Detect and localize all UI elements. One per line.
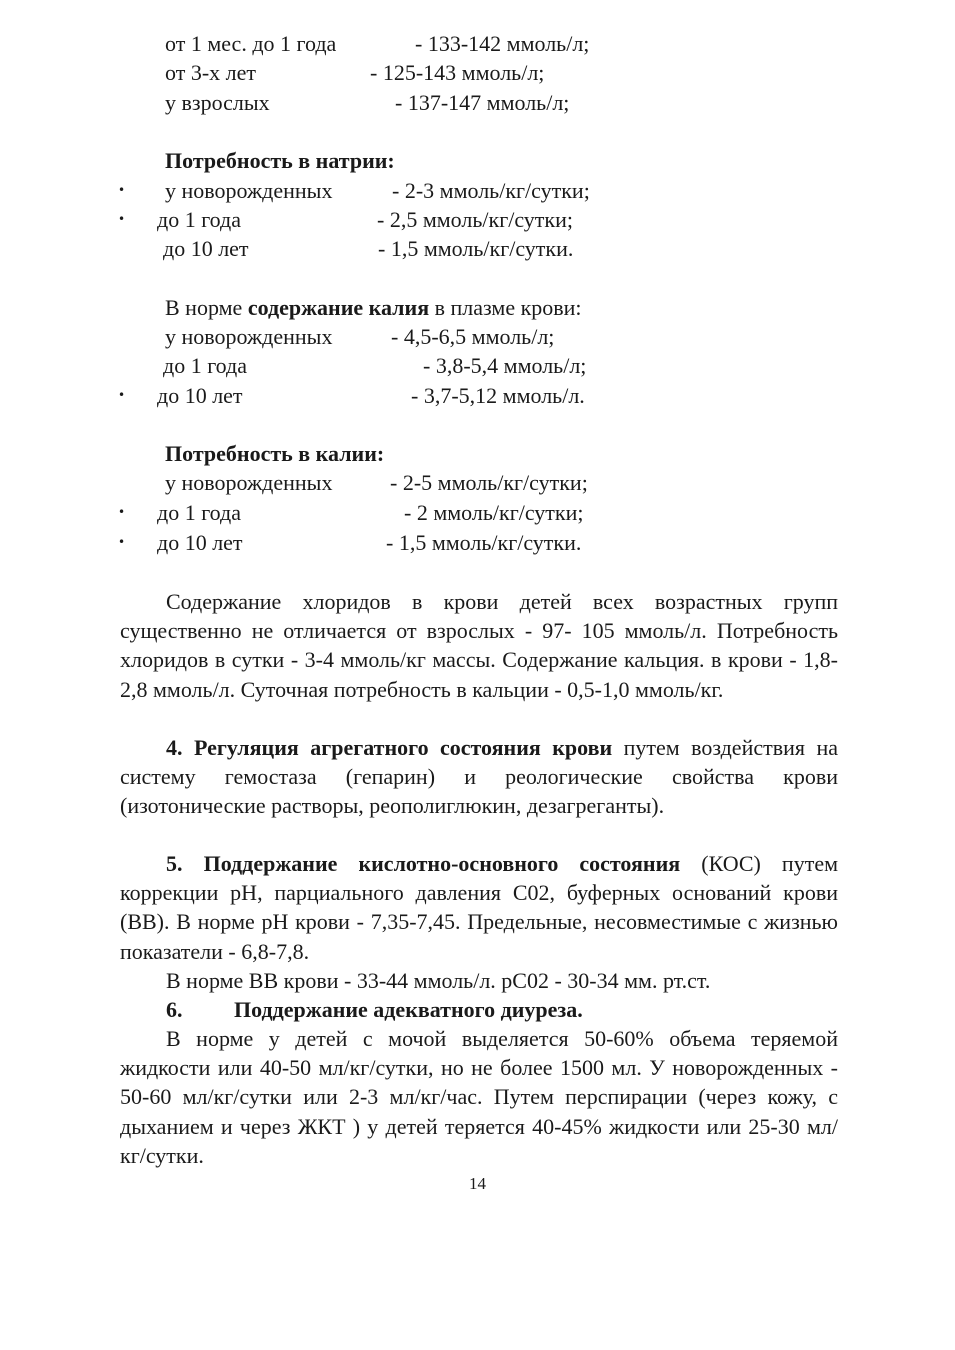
page-number: 14 [469, 1174, 486, 1193]
bullet-icon: • [118, 535, 126, 549]
item-title: Регуляция агрегатного состояния крови [193, 735, 613, 760]
bullet-icon: • [118, 212, 126, 226]
bullet-icon: • [118, 388, 126, 402]
paragraph-text: Содержание хлоридов в крови детей всех возрастных групп существенно не отличается от взрослых - 97- 105 ммоль/л. Потребность хлоридов в сутки - 3-4 ммоль/кг массы. Содержание кальция. в крови - 1,8-2,8 ммоль/л. Суточная потребность в кальции - 0,5-1,0 ммоль/кг. [120, 589, 838, 702]
row-value: - 137-147 ммоль/л; [395, 90, 570, 115]
item-6-heading [166, 995, 583, 1024]
row-label: у новорожденных [165, 324, 333, 349]
potassium-need-heading: Потребность в калии: [165, 441, 385, 466]
potassium-need-row [0, 528, 955, 557]
item-number: 4. [166, 735, 183, 760]
item-5-paragraph [120, 849, 838, 966]
potassium-norm-row [0, 381, 955, 410]
row-value: - 1,5 ммоль/кг/сутки. [386, 530, 582, 555]
row-label: до 10 лет [157, 530, 243, 555]
heading-suffix: в плазме крови: [429, 295, 582, 320]
row-label: до 1 года [163, 353, 247, 378]
row-label: от 1 мес. до 1 года [165, 31, 337, 56]
item-number: 6. [166, 997, 183, 1022]
row-value: - 2-5 ммоль/кг/сутки; [390, 470, 588, 495]
heading-prefix: В норме [165, 295, 248, 320]
row-value: - 125-143 ммоль/л; [370, 60, 545, 85]
item-4-paragraph [120, 733, 838, 821]
sodium-need-heading: Потребность в натрии: [165, 148, 395, 173]
row-value: - 2,5 ммоль/кг/сутки; [377, 207, 573, 232]
row-label: у новорожденных [165, 470, 333, 495]
row-value: - 133-142 ммоль/л; [415, 31, 590, 56]
row-label: до 10 лет [163, 236, 249, 261]
row-value: - 2-3 ммоль/кг/сутки; [392, 178, 590, 203]
row-label: от 3-х лет [165, 60, 257, 85]
sodium-need-row [0, 205, 955, 234]
row-label: до 1 года [157, 500, 241, 525]
row-value: - 3,7-5,12 ммоль/л. [411, 383, 585, 408]
chlorides-paragraph [120, 587, 838, 704]
item-number: 5. [166, 851, 183, 876]
row-label: до 1 года [157, 207, 241, 232]
potassium-norm-heading [165, 293, 582, 322]
bullet-icon: • [118, 505, 126, 519]
row-value: - 1,5 ммоль/кг/сутки. [378, 236, 574, 261]
row-value: - 4,5-6,5 ммоль/л; [391, 324, 555, 349]
row-label: у новорожденных [165, 178, 333, 203]
item-title: Поддержание кислотно-основного состояния [203, 851, 681, 876]
bullet-icon: • [118, 183, 126, 197]
diuresis-paragraph [120, 1024, 838, 1170]
row-label: у взрослых [165, 90, 270, 115]
item-text: путем воздействия на систему гемостаза (гепарин) и реологические свойства крови (изотонические растворы, реополиглюкин, дезагреганты). [120, 735, 838, 819]
row-label: до 10 лет [157, 383, 243, 408]
row-value: - 3,8-5,4 ммоль/л; [423, 353, 587, 378]
item-title: Поддержание адекватного диуреза. [234, 997, 583, 1022]
potassium-need-row [0, 498, 955, 527]
row-value: - 2 ммоль/кг/сутки; [404, 500, 584, 525]
bb-norm-line: В норме ВВ крови - 33-44 ммоль/л. рС02 - 30-34 мм. рт.ст. [166, 968, 711, 993]
sodium-need-row [0, 176, 955, 205]
paragraph-text: В норме у детей с мочой выделяется 50-60% объема теряемой жидкости или 40-50 мл/кг/сутки, но не более 1500 мл. У новорожденных - 50-60 мл/кг/сутки или 2-3 мл/кг/час. Путем перспирации (через кожу, с дыханием и через ЖКТ ) у детей теряется 40-45% жидкости или 25-30 мл/кг/сутки. [120, 1026, 838, 1168]
heading-bold: содержание калия [247, 295, 430, 320]
item-text: (КОС) путем коррекции pH, парциального давления С02, буферных оснований крови (ВВ). В норме pH крови - 7,35-7,45. Предельные, несовместимые с жизнью показатели - 6,8-7,8. [120, 851, 839, 964]
